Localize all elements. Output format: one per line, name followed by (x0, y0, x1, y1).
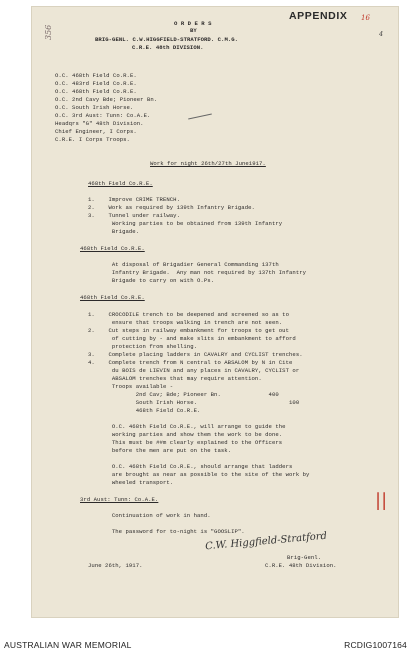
handwritten-signature: C.W. Higgfield-Stratford (204, 530, 328, 553)
section-line: Troops available - (88, 383, 174, 390)
section-line: before the men are put on the task. (88, 447, 232, 454)
section-line: 2. Cut steps in railway embankment for troops to get out (88, 327, 290, 334)
section-line: The password for to-night is "GOOSLIP". (88, 528, 245, 535)
section-line: 1. CROCODILE trench to be deepened and screened so as to (88, 311, 290, 318)
distribution-item: O.C. 468th Field Co.R.E. (55, 72, 137, 79)
margin-mark: || (375, 490, 388, 511)
section-line: Continuation of work in hand. (88, 512, 211, 519)
section-line: 1. Improve CRIME TRENCH. (88, 196, 180, 203)
section-line: Brigade to carry on with O.Ps. (88, 277, 215, 284)
section-line: 468th Field Co.R.E. (88, 407, 201, 414)
section-line: Infantry Brigade. Any man not required by 137th Infantry (88, 269, 307, 276)
section-line: wheeled transport. (88, 479, 174, 486)
header-unit: C.R.E. 48th DIVISION. (132, 44, 204, 51)
distribution-item: O.C. 468th Field Co.R.E. (55, 88, 137, 95)
section-line: Brigade. (88, 228, 140, 235)
distribution-item: Headqrs "G" 48th Division. (55, 120, 144, 127)
section-line: This must be ##m clearly explained to the Officers (88, 439, 283, 446)
footer-record-id: RCDIG1007164 (344, 640, 407, 650)
section-heading: 3rd Aust: Tunn: Co.A.E. (80, 496, 159, 503)
section-line: 4. Complete trench from N central to ABSALOM by N in Cite (88, 359, 293, 366)
section-heading: 468th Field Co.R.E. (80, 294, 145, 301)
section-line: 3. Complete placing ladders in CAVALRY and CYCLIST trenches. (88, 351, 303, 358)
section-line: 2. Work as required by 139th Infantry Brigade. (88, 204, 255, 211)
distribution-item: O.C. 483rd Field Co.R.E. (55, 80, 137, 87)
section-line: South Irish Horse. 100 (88, 399, 300, 406)
header-author: BRIG-GENL. C.W.HIGGFIELD-STRATFORD. C.M.G. (95, 36, 239, 43)
section-line: O.C. 468th Field Co.R.E., should arrange that ladders (88, 463, 293, 470)
appendix-stamp: APPENDIX (289, 10, 348, 22)
page-number-annotation: 4 (379, 30, 384, 38)
section-line: are brought as near as possible to the site of the work by (88, 471, 310, 478)
signature-title: C.R.E. 48th Division. (265, 562, 337, 569)
distribution-item: O.C. 2nd Cavy Bde; Pioneer Bn. (55, 96, 158, 103)
section-line: ensure that troops walking in trench are not seen. (88, 319, 283, 326)
section-line: protection from shelling. (88, 343, 198, 350)
section-line: of cutting by - and make slits in embankment to afford (88, 335, 296, 342)
section-line: Working parties to be obtained from 139th Infantry (88, 220, 283, 227)
section-heading: 468th Field Co.R.E. (88, 180, 153, 187)
section-line: O.C. 468th Field Co.R.E., will arrange to guide the (88, 423, 286, 430)
section-line: At disposal of Brigadier General Commanding 137th (88, 261, 279, 268)
distribution-item: C.R.E. I Corps Troops. (55, 136, 130, 143)
section-line: 2nd Cav; Bde; Pioneer Bn. 400 (88, 391, 279, 398)
appendix-number: 16 (361, 14, 370, 22)
distribution-item: Chief Engineer, I Corps. (55, 128, 137, 135)
section-line: 3. Tunnel under railway. (88, 212, 180, 219)
header-by: BY (190, 27, 197, 34)
distribution-item: O.C. South Irish Horse. (55, 104, 134, 111)
section-heading: 468th Field Co.R.E. (80, 245, 145, 252)
header-orders: O R D E R S (174, 20, 212, 27)
work-heading: Work for night 26th/27th June1917. (150, 160, 266, 167)
section-line: working parties and show them the work to be done. (88, 431, 283, 438)
distribution-item: O.C. 3rd Aust: Tunn: Co.A.E. (55, 112, 151, 119)
document-date: June 26th, 1917. (88, 562, 143, 569)
section-line: ABSALOM trenches that may require attention. (88, 375, 262, 382)
section-line: du BOIS de LIEVIN and any places in CAVALRY, CYCLIST or (88, 367, 300, 374)
archive-number: 356 (44, 24, 53, 40)
footer-institution: AUSTRALIAN WAR MEMORIAL (4, 640, 132, 650)
signature-rank: Brig-Genl. (287, 554, 322, 561)
